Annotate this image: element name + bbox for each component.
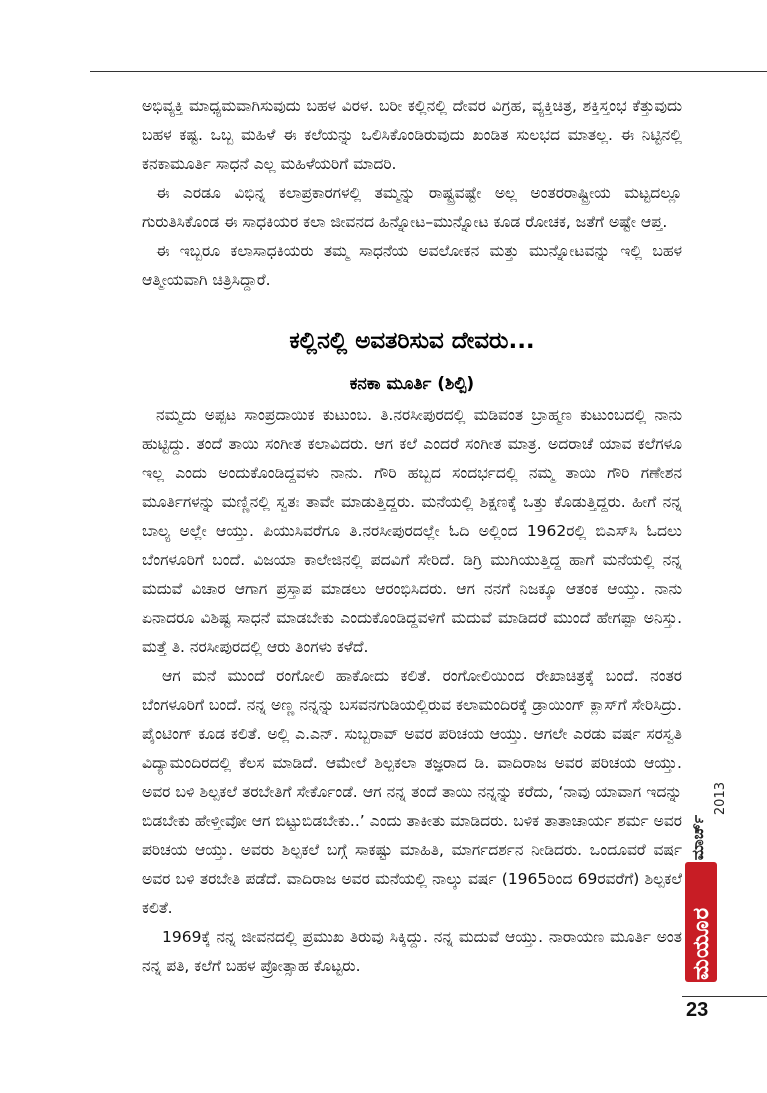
bottom-rule xyxy=(682,996,767,997)
page-number: 23 xyxy=(686,999,709,1021)
issue-year: 2013 xyxy=(713,782,728,816)
article-content xyxy=(142,92,682,981)
intro-paragraph-1: ಅಭಿವ್ಯಕ್ತಿ ಮಾಧ್ಯಮವಾಗಿಸುವುದು ಬಹಳ ವಿರಳ. ಬರೀ ಕಲ್ಲಿನಲ್ಲಿ ದೇವರ ವಿಗ್ರಹ, ವ್ಯಕ್ತಿಚಿತ್ರ, ಶಕ್ತಿಸ್ತಂಭ ಕೆತ್ತುವುದು ಬಹಳ ಕಷ್ಟ. ಒಬ್ಬ ಮಹಿಳೆ ಈ ಕಲೆಯನ್ನು ಒಲಿಸಿಕೊಂಡಿರುವುದು ಖಂಡಿತ ಸುಲಭದ ಮಾತಲ್ಲ. ಈ ನಿಟ್ಟಿನಲ್ಲಿ ಕನಕಾಮೂರ್ತಿ ಸಾಧನೆ ಎಲ್ಲ ಮಹಿಳೆಯರಿಗೆ ಮಾದರಿ. xyxy=(142,97,682,173)
body-paragraph-3: 1969ಕ್ಕೆ ನನ್ನ ಜೀವನದಲ್ಲಿ ಪ್ರಮುಖ ತಿರುವು ಸಿಕ್ಕಿದ್ದು. ನನ್ನ ಮದುವೆ ಆಯ್ತು. ನಾರಾಯಣ ಮೂರ್ತಿ ಅಂತ ನನ್ನ ಪತಿ, ಕಲೆಗೆ ಬಹಳ ಪ್ರೋತ್ಸಾಹ ಕೊಟ್ಟರು. xyxy=(142,928,682,975)
magazine-logo-text: ಮಯೂರ xyxy=(689,906,714,980)
top-rule xyxy=(90,71,767,72)
section-subheading: ಕನಕಾ ಮೂರ್ತಿ (ಶಿಲ್ಪಿ) xyxy=(349,374,475,394)
issue-month-label: ಮಾರ್ಚ್ xyxy=(688,815,707,861)
intro-paragraph-3: ಈ ಇಬ್ಬರೂ ಕಲಾಸಾಧಕಿಯರು ತಮ್ಮ ಸಾಧನೆಯ ಅವಲೋಕನ ಮತ್ತು ಮುನ್ನೋಟವನ್ನು ಇಲ್ಲಿ ಬಹಳ ಆತ್ಮೀಯವಾಗಿ ಚಿತ್ರಿಸಿದ್ದಾರೆ. xyxy=(142,242,682,289)
body-paragraph-1: ನಮ್ಮದು ಅಪ್ಪಟ ಸಾಂಪ್ರದಾಯಿಕ ಕುಟುಂಬ. ತಿ.ನರಸೀಪುರದಲ್ಲಿ ಮಡಿವಂತ ಬ್ರಾಹ್ಮಣ ಕುಟುಂಬದಲ್ಲಿ ನಾನು ಹುಟ್ಟಿದ್ದು. ತಂದೆ ತಾಯಿ ಸಂಗೀತ ಕಲಾವಿದರು. ಆಗ ಕಲೆ ಎಂದರೆ ಸಂಗೀತ ಮಾತ್ರ. ಅದರಾಚೆ ಯಾವ ಕಲೆಗಳೂ ಇಲ್ಲ ಎಂದು ಅಂದುಕೊಂಡಿದ್ದವಳು ನಾನು. ಗೌರಿ ಹಬ್ಬದ ಸಂದರ್ಭದಲ್ಲಿ ನಮ್ಮ ತಾಯಿ ಗೌರಿ ಗಣೇಶನ ಮೂರ್ತಿಗಳನ್ನು ಮಣ್ಣಿನಲ್ಲಿ ಸ್ವತಃ ತಾವೇ ಮಾಡುತ್ತಿದ್ದರು. ಮನೆಯಲ್ಲಿ ಶಿಕ್ಷಣಕ್ಕೆ ಒತ್ತು ಕೊಡುತ್ತಿದ್ದರು. ಹೀಗೆ ನನ್ನ ಬಾಲ್ಯ ಅಲ್ಲೇ ಆಯ್ತು. ಪಿಯುಸಿವರೆಗೂ ತಿ.ನರಸೀಪುರದಲ್ಲೇ ಓದಿ ಅಲ್ಲಿಂದ 1962ರಲ್ಲಿ ಬಿಎಸ್‌ಸಿ ಓದಲು ಬೆಂಗಳೂರಿಗೆ ಬಂದೆ. ವಿಜಯಾ ಕಾಲೇಜಿನಲ್ಲಿ ಪದವಿಗೆ ಸೇರಿದೆ. ಡಿಗ್ರಿ ಮುಗಿಯುತ್ತಿದ್ದ ಹಾಗೆ ಮನೆಯಲ್ಲಿ ನನ್ನ ಮದುವೆ ವಿಚಾರ ಆಗಾಗ ಪ್ರಸ್ತಾಪ ಮಾಡಲು ಆರಂಭಿಸಿದರು. ಆಗ ನನಗೆ ನಿಜಕ್ಕೂ ಆತಂಕ ಆಯ್ತು. ನಾನು ಏನಾದರೂ ವಿಶಿಷ್ಟ ಸಾಧನೆ ಮಾಡಬೇಕು ಎಂದುಕೊಂಡಿದ್ದವಳಿಗೆ ಮದುವೆ ಮಾಡಿದರೆ ಮುಂದೆ ಹೇಗಪ್ಪಾ ಅನಿಸ್ತು. ಮತ್ತೆ ತಿ. ನರಸೀಪುರದಲ್ಲಿ ಆರು ತಿಂಗಳು ಕಳೆದೆ. xyxy=(142,406,682,656)
body-paragraph-2: ಆಗ ಮನೆ ಮುಂದೆ ರಂಗೋಲಿ ಹಾಕೋದು ಕಲಿತೆ. ರಂಗೋಲಿಯಿಂದ ರೇಖಾಚಿತ್ರಕ್ಕೆ ಬಂದೆ. ನಂತರ ಬೆಂಗಳೂರಿಗೆ ಬಂದೆ. ನನ್ನ ಅಣ್ಣ ನನ್ನನ್ನು ಬಸವನಗುಡಿಯಲ್ಲಿರುವ ಕಲಾಮಂದಿರಕ್ಕೆ ಡ್ರಾಯಿಂಗ್ ಕ್ಲಾಸ್‌ಗೆ ಸೇರಿಸಿದ್ರು. ಪೈಂಟಿಂಗ್ ಕೂಡ ಕಲಿತೆ. ಅಲ್ಲಿ ಎ.ಎನ್. ಸುಬ್ಬರಾವ್ ಅವರ ಪರಿಚಯ ಆಯ್ತು. ಆಗಲೇ ಎರಡು ವರ್ಷ ಸರಸ್ವತಿ ವಿದ್ಯಾಮಂದಿರದಲ್ಲಿ ಕೆಲಸ ಮಾಡಿದೆ. ಆಮೇಲೆ ಶಿಲ್ಪಕಲಾ ತಜ್ಞರಾದ ಡಿ. ವಾದಿರಾಜ ಅವರ ಪರಿಚಯ ಆಯ್ತು. ಅವರ ಬಳಿ ಶಿಲ್ಪಕಲೆ ತರಬೇತಿಗೆ ಸೇರ್ಕೊಂಡೆ. ಆಗ ನನ್ನ ತಂದೆ ತಾಯಿ ನನ್ನನ್ನು ಕರೆದು, ‘ನಾವು ಯಾವಾಗ ಇದನ್ನು ಬಿಡಬೇಕು ಹೇಳ್ತೀವೋ ಆಗ ಬಿಟ್ಟುಬಿಡಬೇಕು..’ ಎಂದು ತಾಕೀತು ಮಾಡಿದರು. ಬಳಿಕ ತಾತಾಚಾರ್ಯ ಶರ್ಮ ಅವರ ಪರಿಚಯ ಆಯ್ತು. ಅವರು ಶಿಲ್ಪಕಲೆ ಬಗ್ಗೆ ಸಾಕಷ್ಟು ಮಾಹಿತಿ, ಮಾರ್ಗದರ್ಶನ ನೀಡಿದರು. ಒಂದೂವರೆ ವರ್ಷ ಅವರ ಬಳಿ ತರಬೇತಿ ಪಡೆದೆ. ವಾದಿರಾಜ ಅವರ ಮನೆಯಲ್ಲಿ ನಾಲ್ಕು ವರ್ಷ (1965ರಿಂದ 69ರವರೆಗೆ) ಶಿಲ್ಪಕಲೆ ಕಲಿತೆ. xyxy=(142,667,682,917)
section-heading: ಕಲ್ಲಿನಲ್ಲಿ ಅವತರಿಸುವ ದೇವರು... xyxy=(289,328,535,354)
intro-paragraph-2: ಈ ಎರಡೂ ವಿಭಿನ್ನ ಕಲಾಪ್ರಕಾರಗಳಲ್ಲಿ ತಮ್ಮನ್ನು ರಾಷ್ಟ್ರವಷ್ಟೇ ಅಲ್ಲ ಅಂತರರಾಷ್ಟ್ರೀಯ ಮಟ್ಟದಲ್ಲೂ ಗುರುತಿಸಿಕೊಂಡ ಈ ಸಾಧಕಿಯರ ಕಲಾ ಜೀವನದ ಹಿನ್ನೋಟ–ಮುನ್ನೋಟ ಕೂಡ ರೋಚಕ, ಜತೆಗೆ ಅಷ್ಟೇ ಆಪ್ತ. xyxy=(142,184,682,231)
magazine-logo xyxy=(685,862,717,982)
